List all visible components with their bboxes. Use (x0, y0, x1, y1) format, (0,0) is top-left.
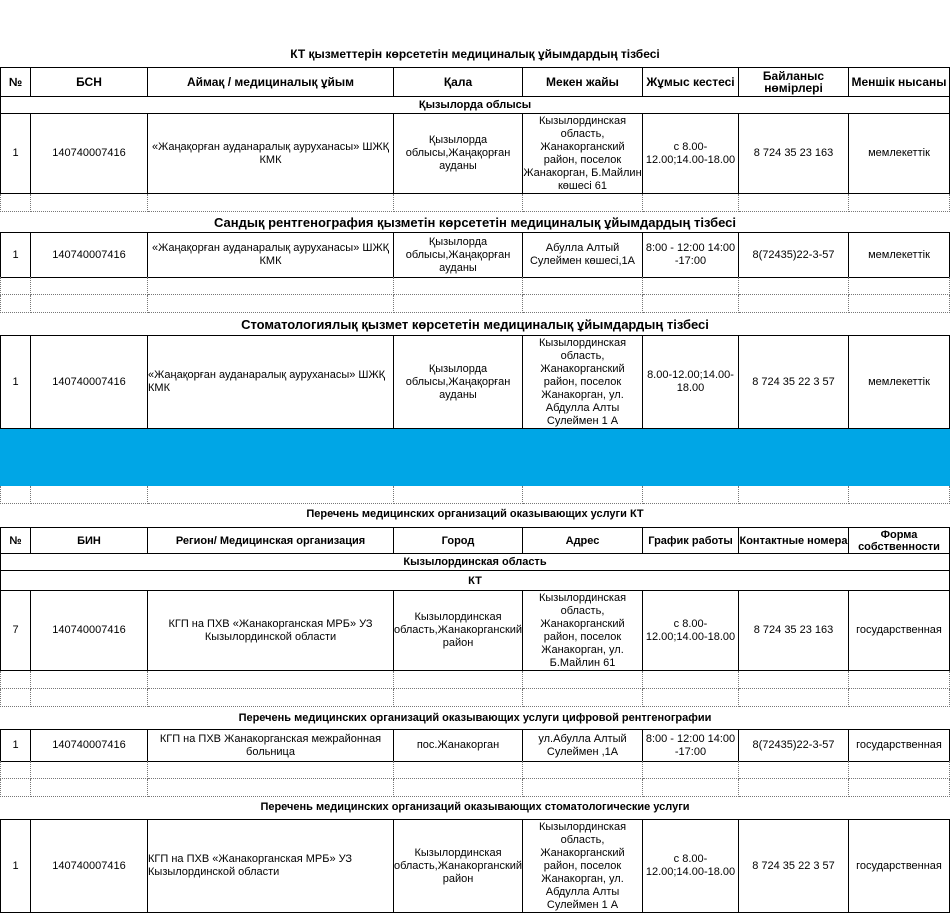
table-row (0, 114, 950, 194)
cell-phone: 8(72435)22-3-57 (739, 730, 849, 762)
table-row (0, 819, 950, 913)
cell-address: Кызылординская область, Жанакорганский район, поселок Жанакорган, ул. Абдулла Алты Сулеймен 1 А (523, 336, 643, 429)
ru-xray-title: Перечень медицинских организаций оказывающих услуги цифровой рентгенографии (238, 712, 712, 724)
cell-bin: 140740007416 (31, 233, 148, 278)
cell-no: 1 (0, 730, 31, 762)
cell-org: КГП на ПХВ Жанакорганская межрайонная больница (148, 730, 394, 762)
kz-header-row (0, 67, 950, 97)
cell-bin: 140740007416 (31, 591, 148, 671)
highlight-band (0, 429, 950, 486)
cell-address: Кызылординская область, Жанакорганский район, поселок Жанакорган, ул. Б.Майлин 61 (523, 591, 643, 671)
empty-row (0, 761, 950, 779)
cell-address: Кызылординская область, Жанакорганский район, поселок Жанакорган, Б.Майлин көшесі 61 (523, 114, 643, 194)
cell-schedule: 8.00-12.00;14.00-18.00 (643, 336, 739, 429)
ru-header-city: Город (394, 528, 523, 554)
cell-phone: 8(72435)22-3-57 (739, 233, 849, 278)
empty-row (0, 295, 950, 313)
table-row (0, 591, 950, 671)
cell-org: «Жаңақорған ауданаралық ауруханасы» ШЖҚ КМК (148, 233, 394, 278)
ru-header-ownership: Форма собственности (849, 528, 950, 554)
kz-ct-title: КТ қызметтерін көрсететін медициналық ұйымдардың тізбесі (290, 47, 660, 61)
cell-org: КГП на ПХВ «Жанакорганская МРБ» УЗ Кызылординской области (148, 820, 394, 913)
cell-city: пос.Жанакорган (394, 730, 523, 762)
cell-address: Абулла Алтый Сулеймен көшесі,1А (523, 233, 643, 278)
cell-bin: 140740007416 (31, 730, 148, 762)
cell-bin: 140740007416 (31, 336, 148, 429)
cell-phone: 8 724 35 23 163 (739, 114, 849, 194)
empty-row (0, 194, 950, 212)
cell-org: КГП на ПХВ «Жанакорганская МРБ» УЗ Кызылординской области (148, 591, 394, 671)
ru-region-row: Кызылординская область (0, 553, 950, 571)
cell-org: «Жаңақорған ауданаралық ауруханасы» ШЖҚ КМК (148, 114, 394, 194)
kz-xray-title: Сандық рентгенография қызметін көрсететін медициналық ұйымдардың тізбесі (213, 214, 737, 230)
table-row (0, 232, 950, 278)
cell-city: Қызылорда облысы,Жаңақорған ауданы (394, 114, 523, 194)
kz-header-address: Мекен жайы (523, 68, 643, 97)
kz-region-row: Қызылорда облысы (0, 96, 950, 114)
cell-ownership: государственная (849, 820, 950, 913)
cell-no: 7 (0, 591, 31, 671)
cell-ownership: мемлекеттік (849, 114, 950, 194)
ru-header-schedule: График работы (643, 528, 739, 554)
ru-dent-title: Перечень медицинских организаций оказывающих стоматологические услуги (260, 801, 690, 813)
kz-header-phone: Байланыс нөмірлері (739, 68, 849, 97)
cell-phone: 8 724 35 22 3 57 (739, 336, 849, 429)
cell-schedule: с 8.00-12.00;14.00-18.00 (643, 820, 739, 913)
ru-ct-label-row: КТ (0, 571, 950, 591)
cell-city: Кызылординская область,Жанакорганский район (394, 591, 523, 671)
cell-schedule: 8:00 - 12:00 14:00 -17:00 (643, 233, 739, 278)
ru-header-address: Адрес (523, 528, 643, 554)
table-row (0, 335, 950, 429)
cell-no: 1 (0, 114, 31, 194)
kz-header-schedule: Жұмыс кестесі (643, 68, 739, 97)
cell-city: Қызылорда облысы,Жаңақорған ауданы (394, 336, 523, 429)
cell-no: 1 (0, 336, 31, 429)
cell-ownership: государственная (849, 591, 950, 671)
ru-header-bin: БИН (31, 528, 148, 554)
cell-no: 1 (0, 233, 31, 278)
cell-bin: 140740007416 (31, 820, 148, 913)
ru-header-no: № (0, 528, 31, 554)
cell-phone: 8 724 35 22 3 57 (739, 820, 849, 913)
ru-ct-title: Перечень медицинских организаций оказывающих услуги КТ (306, 508, 644, 520)
empty-row (0, 779, 950, 797)
cell-schedule: 8:00 - 12:00 14:00 -17:00 (643, 730, 739, 762)
cell-ownership: мемлекеттік (849, 336, 950, 429)
cell-schedule: с 8.00-12.00;14.00-18.00 (643, 114, 739, 194)
ru-header-row (0, 527, 950, 554)
cell-ownership: мемлекеттік (849, 233, 950, 278)
kz-header-no: № (0, 68, 31, 97)
ru-header-org: Регион/ Медицинская организация (148, 528, 394, 554)
cell-city: Қызылорда облысы,Жаңақорған ауданы (394, 233, 523, 278)
empty-row (0, 671, 950, 689)
empty-row (0, 277, 950, 295)
cell-org: «Жаңақорған ауданаралық ауруханасы» ШЖҚ КМК (148, 336, 394, 429)
cell-city: Кызылординская область,Жанакорганский район (394, 820, 523, 913)
cell-address: ул.Абулла Алтый Сулеймен ,1А (523, 730, 643, 762)
ru-header-phone: Контактные номера (739, 528, 849, 554)
cell-no: 1 (0, 820, 31, 913)
kz-header-bin: БСН (31, 68, 148, 97)
cell-phone: 8 724 35 23 163 (739, 591, 849, 671)
empty-row (0, 689, 950, 707)
kz-header-ownership: Меншік нысаны (849, 68, 950, 97)
cell-bin: 140740007416 (31, 114, 148, 194)
cell-ownership: государственная (849, 730, 950, 762)
kz-header-city: Қала (394, 68, 523, 97)
table-row (0, 729, 950, 762)
kz-header-org: Аймақ / медициналық ұйым (148, 68, 394, 97)
cell-address: Кызылординская область, Жанакорганский район, поселок Жанакорган, ул. Абдулла Алты Сулеймен 1 А (523, 820, 643, 913)
kz-dent-title: Стоматологиялық қызмет көрсететін медициналық ұйымдардың тізбесі (241, 316, 709, 332)
cell-schedule: с 8.00-12.00;14.00-18.00 (643, 591, 739, 671)
empty-row (0, 486, 950, 504)
